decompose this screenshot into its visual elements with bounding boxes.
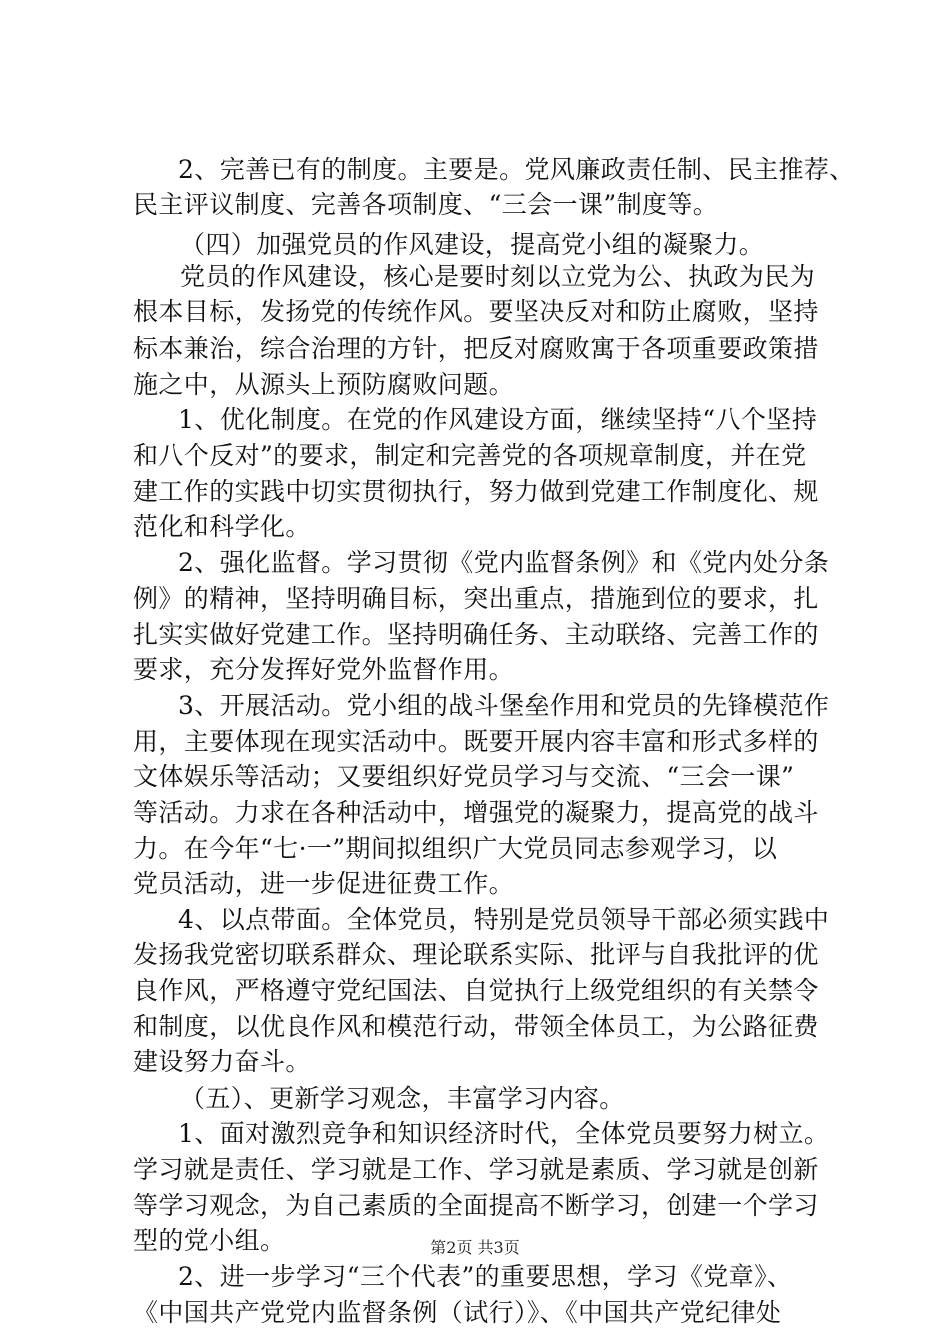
text-line: 和制度，以优良作风和模范行动，带领全体员工，为公路征费 (133, 1012, 819, 1041)
text-line: 标本兼治，综合治理的方针，把反对腐败寓于各项重要政策措 (133, 334, 819, 363)
text-line: 《中国共产党党内监督条例（试行）》、《中国共产党纪律处 (133, 1298, 782, 1327)
text-line: （四）加强党员的作风建设，提高党小组的凝聚力。 (180, 230, 765, 259)
text-line: 例》的精神，坚持明确目标，突出重点，措施到位的要求，扎 (133, 584, 819, 613)
text-line: 党员活动，进一步促进征费工作。 (133, 869, 515, 898)
text-line: 等学习观念，为自己素质的全面提高不断学习，创建一个学习 (133, 1191, 819, 1220)
text-line: 建设努力奋斗。 (133, 1047, 311, 1076)
text-line: 等活动。力求在各种活动中，增强党的凝聚力，提高党的战斗 (133, 798, 819, 827)
text-line: 学习就是责任、学习就是工作、学习就是素质、学习就是创新 (133, 1155, 819, 1184)
text-line: 2、进一步学习“三个代表”的重要思想，学习《党章》、 (178, 1262, 793, 1291)
text-line: 党员的作风建设，核心是要时刻以立党为公、执政为民为 (180, 262, 816, 291)
text-line: 扎实实做好党建工作。坚持明确任务、主动联络、完善工作的 (133, 620, 819, 649)
text-line: 要求，充分发挥好党外监督作用。 (133, 655, 515, 684)
text-line: 施之中，从源头上预防腐败问题。 (133, 370, 515, 399)
text-line: 发扬我党密切联系群众、理论联系实际、批评与自我批评的优 (133, 940, 819, 969)
text-line: 范化和科学化。 (133, 512, 311, 541)
page-number-footer: 第2页 共3页 (430, 1238, 520, 1257)
text-line: 和八个反对”的要求，制定和完善党的各项规章制度，并在党 (133, 441, 807, 470)
text-line: （五）、更新学习观念，丰富学习内容。 (180, 1084, 625, 1113)
text-line: 建工作的实践中切实贯彻执行，努力做到党建工作制度化、规 (133, 477, 819, 506)
text-line: 良作风，严格遵守党纪国法、自觉执行上级党组织的有关禁令 (133, 976, 819, 1005)
text-line: 型的党小组。 (133, 1226, 286, 1255)
text-line: 文体娱乐等活动；又要组织好党员学习与交流、“三会一课” (133, 762, 795, 791)
text-line: 1、优化制度。在党的作风建设方面，继续坚持“八个坚持 (178, 405, 818, 434)
text-line: 4、以点带面。全体党员，特别是党员领导干部必须实践中 (178, 905, 830, 934)
text-line: 民主评议制度、完善各项制度、“三会一课”制度等。 (133, 190, 719, 219)
text-line: 1、面对激烈竞争和知识经济时代，全体党员要努力树立。 (178, 1119, 830, 1148)
text-line: 3、开展活动。党小组的战斗堡垒作用和党员的先锋模范作 (178, 691, 830, 720)
text-line: 2、强化监督。学习贯彻《党内监督条例》和《党内处分条 (178, 548, 830, 577)
text-line: 2、完善已有的制度。主要是。党风廉政责任制、民主推荐、 (178, 155, 855, 184)
text-line: 根本目标，发扬党的传统作风。要坚决反对和防止腐败，坚持 (133, 297, 819, 326)
text-line: 力。在今年“七·一”期间拟组织广大党员同志参观学习，以 (133, 834, 778, 863)
text-line: 用，主要体现在现实活动中。既要开展内容丰富和形式多样的 (133, 727, 819, 756)
